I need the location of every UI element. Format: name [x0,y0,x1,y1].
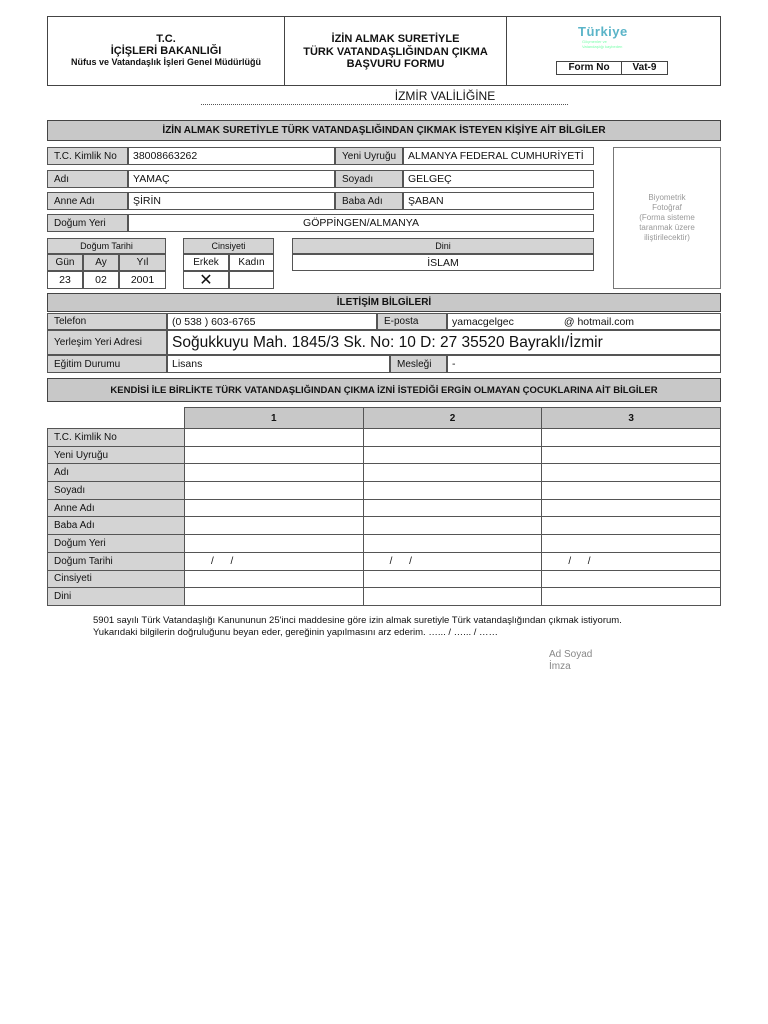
contact-section-title: İLETİŞİM BİLGİLERİ [47,293,721,312]
profession-field[interactable]: - [447,355,721,373]
mother-name-label: Anne Adı [47,192,128,210]
birthplace-label: Doğum Yeri [47,214,128,232]
governorship-title: İZMİR VALİLİĞİNE [394,89,496,103]
email-user: yamacgelgec [452,315,514,328]
child-3-name-cell[interactable] [542,464,721,482]
row-label-tc: T.C. Kimlik No [48,429,185,447]
table-row [48,446,721,464]
birthplace-field[interactable]: GÖPPİNGEN/ALMANYA [128,214,594,232]
children-section-title: KENDİSİ İLE BİRLİKTE TÜRK VATANDAŞLIĞINDAN ÇIKMA İZNİ İSTEDİĞİ ERGİN OLMAYAN ÇOCUKLARINA AİT BİLGİLER [47,378,721,402]
child-1-mother-cell[interactable] [185,499,364,517]
child-2-father-cell[interactable] [363,517,542,535]
female-label: Kadın [229,254,274,271]
child-3-gender-cell[interactable] [542,570,721,588]
child-2-gender-cell[interactable] [363,570,542,588]
day-label: Gün [47,254,83,271]
form-no-value: Vat-9 [632,62,657,73]
child-2-birthdate-cell[interactable] [363,552,542,570]
logo [578,24,668,54]
child-1-gender-cell[interactable] [185,570,364,588]
name-label: Adı [47,170,128,188]
children-table [47,407,721,606]
directorate-title: Nüfus ve Vatandaşlık İşleri Genel Müdürlüğü [70,57,262,67]
child-2-name-cell[interactable] [363,464,542,482]
profession-label: Mesleği [390,355,447,373]
father-name-field[interactable]: ŞABAN [403,192,594,210]
child-2-birthplace-cell[interactable] [363,535,542,553]
month-label: Ay [83,254,119,271]
declaration [93,615,713,639]
photo-text-3: (Forma sisteme [639,213,695,222]
father-name-label: Baba Adı [335,192,403,210]
table-row [48,588,721,606]
birthdate-label: Doğum Tarihi [47,238,166,254]
child-column-header-3: 3 [542,408,721,429]
child-3-mother-cell[interactable] [542,499,721,517]
child-1-father-cell[interactable] [185,517,364,535]
header-divider-2 [506,16,507,86]
photo-box [613,147,721,289]
child-1-tc-cell[interactable] [185,429,364,447]
row-label-religion: Dini [48,588,185,606]
email-domain: @ hotmail.com [563,315,635,328]
row-label-name: Adı [48,464,185,482]
male-checkbox[interactable] [183,271,229,289]
child-column-header-2: 2 [363,408,542,429]
child-3-tc-cell[interactable] [542,429,721,447]
mother-name-field[interactable]: ŞİRİN [128,192,335,210]
surname-field[interactable]: GELGEÇ [403,170,594,188]
religion-field[interactable]: İSLAM [292,254,594,271]
child-column-header-1: 1 [185,408,364,429]
table-row [48,464,721,482]
date-placeholder: / / [568,555,591,567]
children-table-corner [48,408,185,429]
child-3-religion-cell[interactable] [542,588,721,606]
table-row [48,429,721,447]
photo-text-1: Biyometrik [648,193,686,202]
signature-label: İmza [549,661,571,672]
form-no-box [556,61,668,75]
row-label-gender: Cinsiyeti [48,570,185,588]
row-label-birthdate: Doğum Tarihi [48,552,185,570]
child-2-mother-cell[interactable] [363,499,542,517]
applicant-section-title: İZİN ALMAK SURETİYLE TÜRK VATANDAŞLIĞINDAN ÇIKMAK İSTEYEN KİŞİYE AİT BİLGİLER [47,120,721,141]
table-row [48,552,721,570]
table-row [48,499,721,517]
governorship-dots [201,104,568,105]
name-field[interactable]: YAMAÇ [128,170,335,188]
year-field[interactable]: 2001 [119,271,166,289]
child-3-surname-cell[interactable] [542,482,721,500]
month-field[interactable]: 02 [83,271,119,289]
phone-label: Telefon [47,313,167,330]
education-field[interactable]: Lisans [167,355,390,373]
photo-text-4: taranmak üzere [639,223,695,232]
logo-subtext-2: Vatandaşlığı kaybeden [582,44,623,49]
tc-label: T.C. Kimlik No [47,147,128,165]
table-row [48,482,721,500]
male-label: Erkek [183,254,229,271]
table-row [48,517,721,535]
child-1-nationality-cell[interactable] [185,446,364,464]
address-field[interactable]: Soğukkuyu Mah. 1845/3 Sk. No: 10 D: 27 35520 Bayraklı/İzmir [167,330,721,355]
form-title-block [285,33,506,71]
day-field[interactable]: 23 [47,271,83,289]
child-3-father-cell[interactable] [542,517,721,535]
table-row [48,570,721,588]
child-2-surname-cell[interactable] [363,482,542,500]
tc-field[interactable]: 38008663262 [128,147,335,165]
declaration-line-2: Yukarıdaki bilgilerin doğruluğunu beyan eder, gereğinin yapılmasını arz ederim. …... / …... / …… [93,627,499,638]
phone-field[interactable]: (0 538 ) 603-6765 [167,313,377,330]
child-2-nationality-cell[interactable] [363,446,542,464]
logo-subtext-1: Göçmenler ve [582,39,607,44]
child-3-nationality-cell[interactable] [542,446,721,464]
form-title-line-2: TÜRK VATANDAŞLIĞINDAN ÇIKMA [303,45,488,58]
child-3-birthdate-cell[interactable] [542,552,721,570]
child-3-birthplace-cell[interactable] [542,535,721,553]
new-nationality-field[interactable]: ALMANYA FEDERAL CUMHURİYETİ [403,147,594,165]
address-label: Yerleşim Yeri Adresi [47,330,167,355]
form-title-line-3: BAŞVURU FORMU [346,58,445,70]
declaration-line-1: 5901 sayılı Türk Vatandaşlığı Kanununun 25'inci maddesine göre izin almak suretiyle Türk vatandaşlığından çıkmak istiyorum. [93,615,622,626]
date-placeholder: / / [389,555,412,567]
gender-label: Cinsiyeti [183,238,274,254]
logo-text: Türkiye [578,24,628,39]
email-field[interactable] [447,313,721,330]
ministry-block [48,33,284,67]
tc-title: T.C. [156,33,176,45]
x-mark-icon: ✕ [199,272,213,289]
child-1-birthdate-cell[interactable] [185,552,364,570]
child-1-surname-cell[interactable] [185,482,364,500]
new-nationality-label: Yeni Uyruğu [335,147,403,165]
row-label-nationality: Yeni Uyruğu [48,446,185,464]
education-label: Eğitim Durumu [47,355,167,373]
religion-label: Dini [292,238,594,254]
name-surname-label: Ad Soyad [549,649,593,660]
year-label: Yıl [119,254,166,271]
child-1-religion-cell[interactable] [185,588,364,606]
child-1-birthplace-cell[interactable] [185,535,364,553]
surname-label: Soyadı [335,170,403,188]
child-2-tc-cell[interactable] [363,429,542,447]
row-label-birthplace: Doğum Yeri [48,535,185,553]
child-1-name-cell[interactable] [185,464,364,482]
form-title-line-1: İZİN ALMAK SURETİYLE [331,33,460,45]
photo-text-5: iliştirilecektir) [644,233,690,242]
signature-block [549,649,592,673]
row-label-mother: Anne Adı [48,499,185,517]
table-row [48,535,721,553]
row-label-surname: Soyadı [48,482,185,500]
date-placeholder: / / [211,555,234,567]
email-label: E-posta [377,313,447,330]
row-label-father: Baba Adı [48,517,185,535]
female-checkbox[interactable] [229,271,274,289]
form-no-label: Form No [557,62,622,74]
child-2-religion-cell[interactable] [363,588,542,606]
photo-text-2: Fotoğraf [652,203,682,212]
ministry-title: İÇİŞLERİ BAKANLIĞI [110,45,222,57]
